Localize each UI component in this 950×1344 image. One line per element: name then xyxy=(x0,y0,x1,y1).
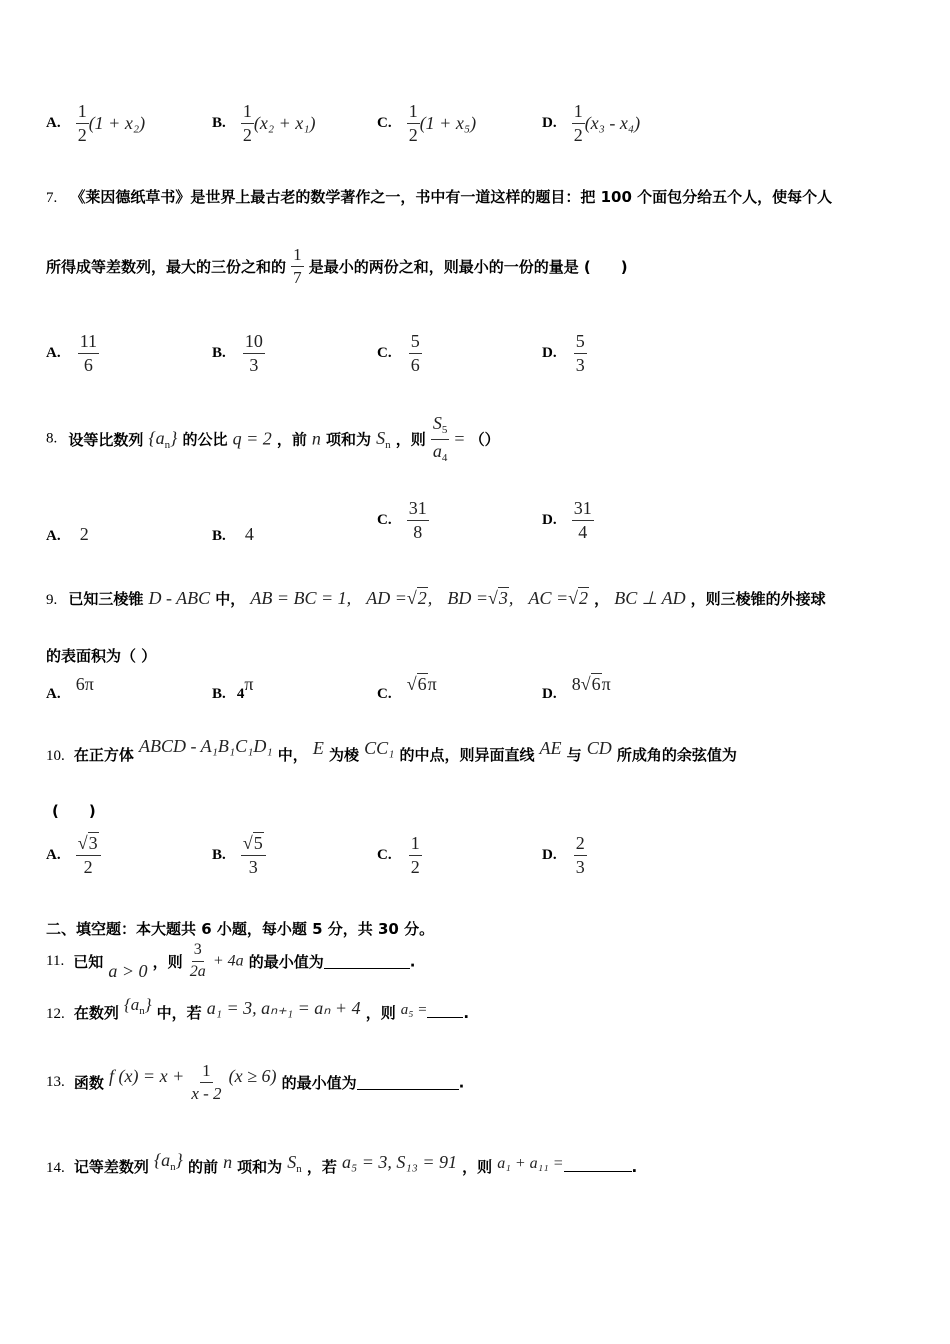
option-letter: D. xyxy=(542,846,557,863)
q8-option-d xyxy=(542,499,594,542)
q10-option-a xyxy=(46,834,101,877)
option-expression: (1 + x₂) xyxy=(88,112,146,133)
q7-line-1 xyxy=(46,186,832,207)
q7-line-2 xyxy=(46,246,628,287)
period: . xyxy=(458,1073,465,1092)
q6-option-b xyxy=(212,102,316,145)
question-14 xyxy=(46,1150,638,1179)
question-text: 在正方体 xyxy=(73,746,134,764)
option-letter: C. xyxy=(377,344,392,361)
option-value: 8√6π xyxy=(571,674,611,694)
option-value: $\frac{√3}{2}$ xyxy=(76,834,101,877)
option-letter: A. xyxy=(46,846,61,863)
option-letter: A. xyxy=(46,686,61,702)
option-letter: B. xyxy=(212,528,226,544)
option-letter: C. xyxy=(377,114,392,131)
period: . xyxy=(463,1004,470,1022)
option-value: 6π xyxy=(75,674,94,694)
option-letter: A. xyxy=(46,528,61,544)
option-value: 4 xyxy=(236,686,245,702)
q6-option-d xyxy=(542,102,640,145)
q6-option-c xyxy=(377,102,476,145)
question-text: ，前 xyxy=(276,430,307,449)
section-heading: 二、填空题：本大题共 6 小题，每小题 5 分，共 30 分。 xyxy=(46,920,435,938)
answer-blank[interactable] xyxy=(357,1075,459,1090)
option-coefficient: $\frac{1}{2}$ xyxy=(77,101,87,145)
q10-option-c xyxy=(377,834,422,877)
option-value: 4 xyxy=(244,524,254,544)
question-text: 的最小值为 xyxy=(281,1073,357,1092)
q7-option-a xyxy=(46,332,99,375)
recurrence: a₁ = 3, aₙ₊₁ = aₙ + 4 xyxy=(206,998,361,1018)
question-text: ，则 xyxy=(152,952,183,971)
question-12 xyxy=(46,995,470,1025)
question-text: ，则 xyxy=(365,1004,396,1022)
fraction: $\frac{1}{x - 2}$ xyxy=(191,1061,222,1103)
option-letter: B. xyxy=(212,686,226,702)
line-cd: CD xyxy=(586,738,612,758)
condition: a > 0 xyxy=(108,960,148,981)
question-number: 11. xyxy=(46,952,65,969)
option-letter: C. xyxy=(377,511,392,528)
equals-sign: = xyxy=(454,428,465,449)
point-e: E xyxy=(312,738,324,758)
q6-option-a xyxy=(46,102,145,145)
q7-option-b xyxy=(212,332,265,375)
sequence: $\{a_n\}$ xyxy=(123,995,152,1017)
option-letter: D. xyxy=(542,114,557,131)
question-text: ，若 xyxy=(306,1158,337,1176)
question-text: 所得成等差数列，最大的三份之和的 xyxy=(46,257,287,276)
question-text: 已知 xyxy=(73,952,104,971)
answer-blank[interactable] xyxy=(564,1157,632,1172)
q7-option-d xyxy=(542,332,587,375)
option-letter: D. xyxy=(542,344,557,361)
sum-symbol: $S_n$ xyxy=(376,427,391,451)
sum-symbol: $S_n$ xyxy=(287,1152,302,1175)
edge-label: CC₁ xyxy=(364,738,395,758)
q10-option-b xyxy=(212,834,266,877)
question-text: 的中点，则异面直线 xyxy=(399,746,535,764)
option-letter: B. xyxy=(212,846,226,863)
domain-condition: (x ≥ 6) xyxy=(228,1065,277,1086)
answer-bracket: ( ) xyxy=(52,802,96,820)
option-coefficient: $\frac{1}{2}$ xyxy=(242,101,252,145)
option-letter: D. xyxy=(542,686,557,702)
question-text: ， xyxy=(594,590,610,608)
option-value: 2 xyxy=(79,524,89,544)
question-text: 中，若 xyxy=(156,1004,202,1022)
question-11: 11. 已知 a > 0 ，则 $\frac{3}{2a}$ + 4a 的最小值为 . xyxy=(46,941,416,981)
fraction: $\frac{3}{2a}$ xyxy=(189,941,206,980)
q9-option-c xyxy=(377,674,437,703)
q8-option-b xyxy=(212,524,254,545)
ratio-expression: q = 2 xyxy=(232,428,272,449)
variable-n: n xyxy=(311,428,321,449)
answer-bracket: （） xyxy=(469,430,500,449)
option-letter: C. xyxy=(377,846,392,863)
question-number: 9. xyxy=(46,592,58,608)
question-text: 记等差数列 xyxy=(73,1158,149,1176)
q7-option-c xyxy=(377,332,422,375)
question-text: 已知三棱锥 xyxy=(68,590,144,608)
question-13 xyxy=(46,1062,464,1103)
question-text: 所成角的余弦值为 xyxy=(616,746,737,764)
option-coefficient: $\frac{1}{2}$ xyxy=(573,101,583,145)
question-number: 12. xyxy=(46,1006,65,1022)
question-number: 13. xyxy=(46,1073,65,1090)
q10-option-d xyxy=(542,834,587,877)
option-expression: (x₂ + x₁) xyxy=(253,112,316,133)
option-letter: A. xyxy=(46,114,61,131)
question-text: 项和为 xyxy=(237,1158,283,1176)
variable-n: n xyxy=(223,1152,233,1172)
question-text: 函数 xyxy=(73,1073,104,1092)
question-text: ，则 xyxy=(462,1158,493,1176)
option-coefficient: $\frac{1}{2}$ xyxy=(408,101,418,145)
target-term: a₅ = xyxy=(400,1002,428,1018)
target-expression: a₁ + a₁₁ = xyxy=(497,1155,564,1172)
option-letter: B. xyxy=(212,344,226,361)
q9-option-d xyxy=(542,674,611,703)
option-value: $\frac{1}{2}$ xyxy=(410,833,420,877)
q10-line-1 xyxy=(46,736,737,765)
question-text: 在数列 xyxy=(73,1004,119,1022)
period: . xyxy=(631,1158,638,1176)
question-text: ，则 xyxy=(395,430,426,449)
option-value: $\frac{2}{3}$ xyxy=(575,833,585,877)
question-text: ，则三棱锥的外接球 xyxy=(690,590,826,608)
question-text: 的前 xyxy=(187,1158,218,1176)
question-text: 中， xyxy=(215,590,246,608)
answer-blank[interactable] xyxy=(427,1003,463,1018)
question-text: 的最小值为 xyxy=(248,952,324,971)
q8-line-1 xyxy=(46,414,500,464)
question-number: 7. xyxy=(46,190,58,206)
option-value: $\frac{31}{4}$ xyxy=(573,498,592,542)
sequence: $\{a_n\}$ xyxy=(148,427,178,451)
option-letter: A. xyxy=(46,344,61,361)
condition: AD =√2, xyxy=(366,588,433,608)
question-text: 项和为 xyxy=(326,430,372,449)
option-value: $\frac{31}{8}$ xyxy=(408,498,427,542)
expression: + 4a xyxy=(212,952,244,970)
option-letter: D. xyxy=(542,511,557,528)
pi-symbol: π xyxy=(244,674,254,694)
condition: AC =√2 xyxy=(528,588,589,608)
question-text: 的表面积为（ ） xyxy=(46,647,157,665)
line-ae: AE xyxy=(539,738,562,758)
option-letter: B. xyxy=(212,114,226,131)
option-expression: (1 + x₅) xyxy=(419,112,477,133)
q10-line-2 xyxy=(52,800,96,821)
tetrahedron-label: D - ABC xyxy=(148,588,211,608)
q9-line-1 xyxy=(46,588,826,609)
option-value: √6π xyxy=(406,674,437,694)
option-value: $\frac{5}{3}$ xyxy=(575,331,585,375)
question-text: 《莱因德纸草书》是世界上最古老的数学著作之一，书中有一道这样的题目：把 100 个面包分给五个人，使每个人 xyxy=(70,188,833,206)
answer-blank[interactable] xyxy=(324,954,410,969)
function-expression: f (x) = x + xyxy=(108,1065,185,1086)
ratio-fraction: $\frac{S_5}{a_4}$ xyxy=(432,413,448,464)
q9-option-a xyxy=(46,674,94,703)
condition: a₅ = 3, S₁₃ = 91 xyxy=(341,1152,458,1172)
q9-line-2 xyxy=(46,645,156,666)
question-number: 8. xyxy=(46,430,58,447)
option-expression: (x₃ - x₄) xyxy=(584,112,641,133)
option-value: $\frac{10}{3}$ xyxy=(244,331,263,375)
question-text: 为棱 xyxy=(328,746,359,764)
fraction: $\frac{1}{7}$ xyxy=(293,245,302,287)
question-text: 设等比数列 xyxy=(68,430,144,449)
q8-option-a xyxy=(46,524,89,545)
question-text: 的公比 xyxy=(182,430,228,449)
question-text: 与 xyxy=(566,746,582,764)
question-number: 14. xyxy=(46,1160,65,1176)
perpendicular-condition: BC ⊥ AD xyxy=(614,588,686,608)
question-number: 10. xyxy=(46,748,65,764)
q8-option-c xyxy=(377,499,429,542)
sequence: $\{a_n\}$ xyxy=(153,1150,183,1173)
option-value: $\frac{11}{6}$ xyxy=(79,331,98,375)
option-value: $\frac{5}{6}$ xyxy=(410,331,420,375)
q9-option-b xyxy=(212,674,254,703)
cube-label: ABCD - A₁B₁C₁D₁ xyxy=(138,736,273,756)
question-text: 是最小的两份之和，则最小的一份的量是 ( ) xyxy=(308,257,628,276)
option-value: $\frac{√5}{3}$ xyxy=(241,834,266,877)
condition: BD =√3, xyxy=(447,588,514,608)
option-letter: C. xyxy=(377,686,392,702)
condition: AB = BC = 1, xyxy=(250,588,352,608)
question-text: 中， xyxy=(277,746,308,764)
